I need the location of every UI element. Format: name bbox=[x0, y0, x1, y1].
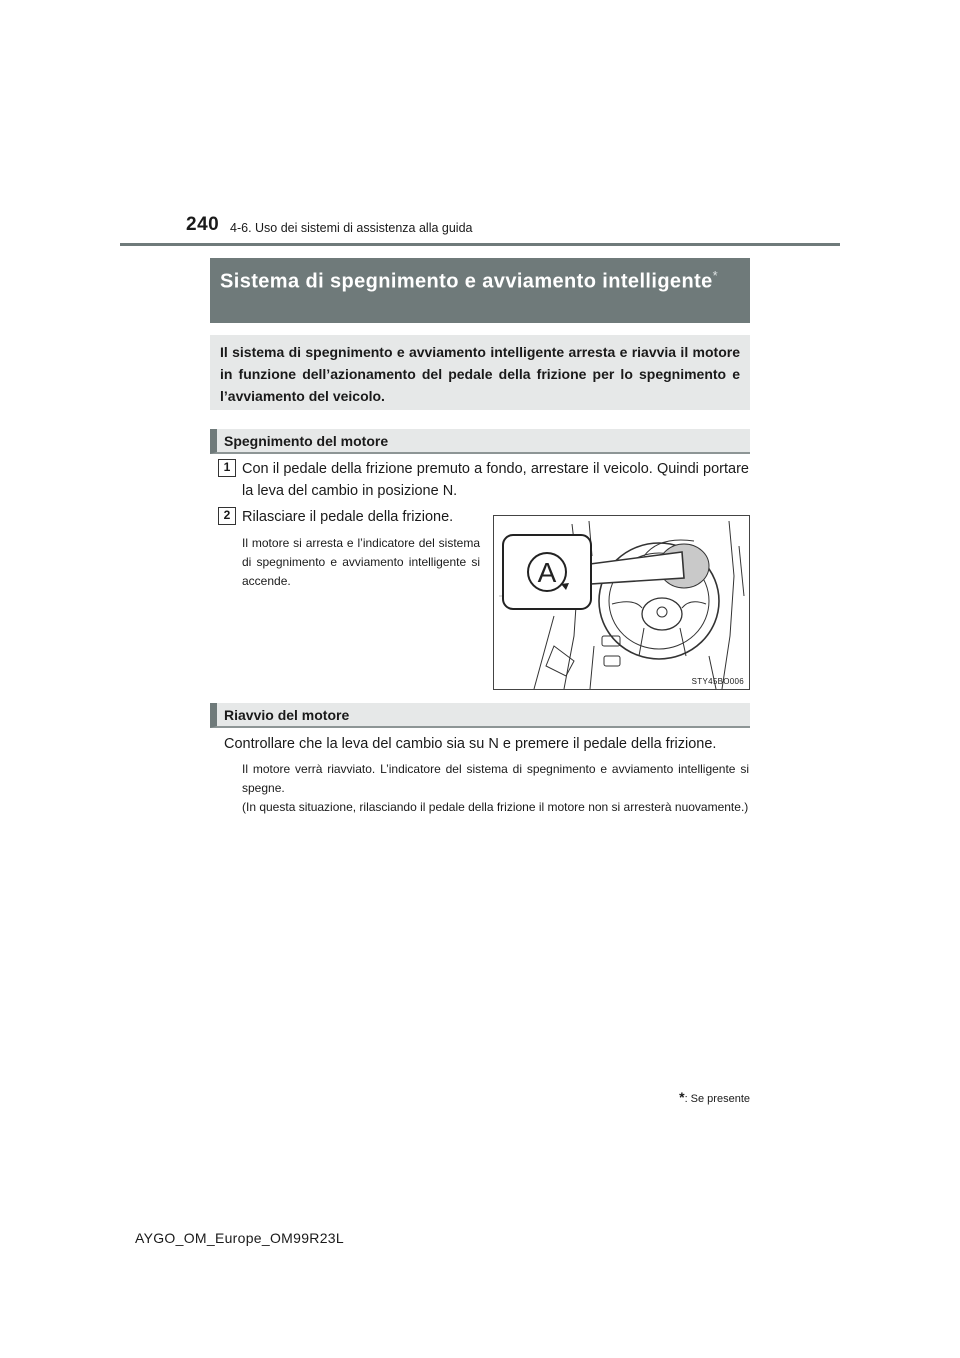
footnote bbox=[679, 1089, 750, 1105]
callout-letter: A bbox=[537, 557, 557, 588]
step-badge-1: 1 bbox=[218, 459, 236, 477]
restart-engine-heading-text: Riavvio del motore bbox=[224, 707, 350, 723]
running-header: 4-6. Uso dei sistemi di assistenza alla guida bbox=[230, 221, 473, 235]
dashboard-illustration bbox=[493, 515, 750, 690]
intro-box bbox=[210, 335, 750, 410]
restart-note-2: (In questa situazione, rilasciando il pedale della frizione il motore non si arresterà nuovamente.) bbox=[242, 800, 749, 814]
figure-code: STY45BO006 bbox=[691, 677, 744, 686]
step-badge-2: 2 bbox=[218, 507, 236, 525]
section-title-box bbox=[210, 258, 750, 323]
page-number: 240 bbox=[186, 214, 220, 235]
stop-engine-heading-text: Spegnimento del motore bbox=[224, 433, 389, 449]
step-2-text: Rilasciare il pedale della frizione. bbox=[242, 509, 454, 525]
footnote-text: : Se presente bbox=[684, 1093, 750, 1105]
steering-wheel-drawing bbox=[494, 516, 749, 689]
intro-text: Il sistema di spegnimento e avviamento intelligente arresta e riavvia il motore in funzione dell’azionamento del pedale della frizione per lo spegnimento e l’avviamento del veicolo. bbox=[220, 344, 740, 404]
stop-engine-heading bbox=[210, 429, 750, 454]
availability-marker: * bbox=[712, 268, 719, 283]
restart-text: Controllare che la leva del cambio sia su N e premere il pedale della frizione. bbox=[224, 736, 717, 752]
restart-engine-heading bbox=[210, 703, 750, 728]
footnote-marker: * bbox=[679, 1089, 685, 1105]
header-rule bbox=[120, 243, 840, 246]
step-1-text: Con il pedale della frizione premuto a fondo, arrestare il veicolo. Quindi portare la leva del cambio in posizione N. bbox=[242, 461, 749, 499]
step-2-note: Il motore si arresta e l’indicatore del sistema di spegnimento e avviamento intelligente si accende. bbox=[242, 536, 480, 588]
section-title: Sistema di spegnimento e avviamento intelligente bbox=[220, 270, 713, 293]
restart-note-1: Il motore verrà riavviato. L’indicatore del sistema di spegnimento e avviamento intelligente si spegne. bbox=[242, 762, 749, 795]
document-footer: AYGO_OM_Europe_OM99R23L bbox=[135, 1230, 344, 1246]
